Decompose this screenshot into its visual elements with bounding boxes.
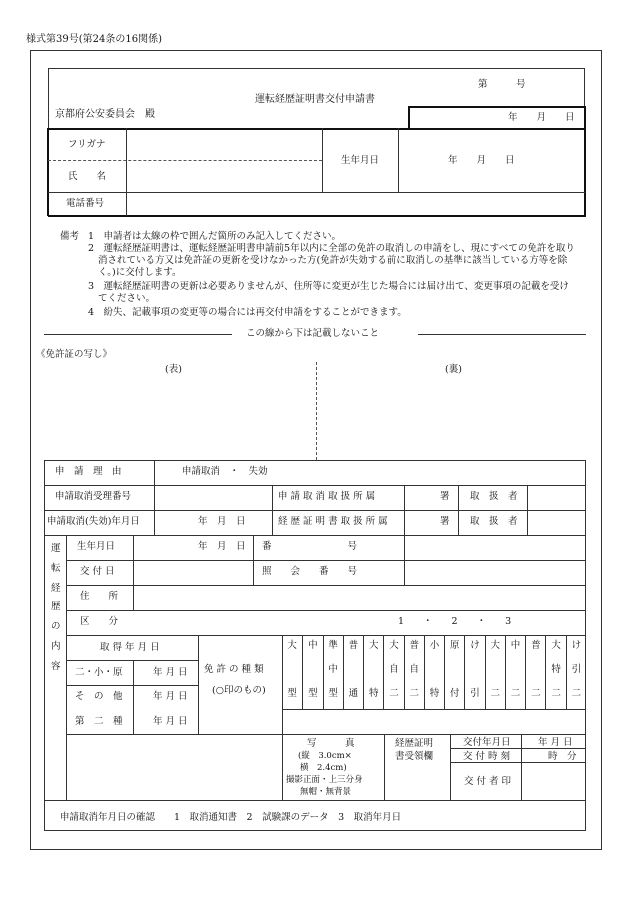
section-label-3: 経 [51, 583, 61, 594]
license-class-5[interactable] [363, 635, 383, 709]
cancel-dept-label: 申 請 取 消 取 扱 所 属 [278, 491, 376, 502]
sho-2: 署 [440, 516, 450, 527]
license-class-10[interactable] [464, 635, 484, 709]
phone-label: 電話番号 [66, 198, 105, 209]
acq-row-2-label: そ の 他 [75, 691, 123, 702]
note-2-cont2: く。)に交付します。 [98, 267, 182, 278]
section-label-4: 歴 [51, 601, 61, 612]
receipt-label-1: 経歴証明 [395, 738, 434, 749]
photo-slot[interactable] [283, 735, 383, 799]
license-front-label: (表) [165, 364, 182, 375]
license-class-char: 特 [429, 688, 440, 699]
note-2: 2 運転経歴証明書は、運転経歴証明書申請前5年以内に全部の免許の取消しの申請をし、現にすべての免許を取り [88, 243, 575, 254]
license-class-2[interactable] [302, 635, 322, 709]
license-class-char: 二 [571, 688, 582, 699]
name-label: 氏 名 [68, 171, 107, 182]
license-class-char: 普 [409, 640, 419, 651]
license-class-8[interactable] [424, 635, 444, 709]
career-birth-label: 生年月日 [77, 541, 116, 552]
issue-ymd-label: 交付年月日 [463, 737, 511, 748]
birth-value[interactable]: 年 月 日 [448, 155, 515, 166]
cancel-no-label: 申請取消受理番号 [55, 491, 132, 502]
addressee: 京都府公安委員会 殿 [55, 109, 155, 120]
section-label-5: の [51, 621, 61, 632]
kubun-values: 1 ・ 2 ・ 3 [398, 616, 512, 627]
license-class-char: 二 [490, 688, 501, 699]
license-class-char: 型 [287, 688, 297, 699]
license-class-char: 引 [470, 688, 480, 699]
license-class-char: 大 [490, 640, 501, 651]
license-class-4[interactable] [343, 635, 363, 709]
section-label-7: 容 [51, 661, 61, 672]
license-class-14[interactable] [545, 635, 565, 709]
reason-value: 申請取消 ・ 失効 [182, 466, 268, 477]
acq-row-3-value: 年 月 日 [153, 716, 188, 727]
shokai-label: 照 会 番 号 [262, 566, 358, 577]
acq-row-1-label: 二・小・原 [75, 667, 123, 678]
license-class-char: 特 [551, 664, 561, 675]
license-back-label: (裏) [445, 364, 462, 375]
license-class-char: 普 [531, 640, 541, 651]
bango-label: 番 号 [262, 541, 358, 552]
license-class-char: 型 [328, 688, 338, 699]
photo-size-1: (縦 3.0cm× [298, 751, 352, 761]
issue-time-value: 時 分 [548, 751, 577, 762]
acq-date-label: 取 得 年 月 日 [100, 642, 160, 653]
issuer-seal-label: 交 付 者 印 [464, 776, 512, 787]
address-label: 住 所 [80, 591, 119, 602]
number-label: 第 号 [478, 79, 526, 90]
acq-row-2-value: 年 月 日 [153, 691, 188, 702]
receipt-label-2: 書受領欄 [395, 751, 434, 762]
acq-row-1-value: 年 月 日 [153, 667, 188, 678]
license-class-char: 原 [450, 640, 460, 651]
reason-label: 申 請 理 由 [55, 466, 122, 477]
birth-label: 生年月日 [341, 155, 380, 166]
handler-2: 取 扱 者 [470, 516, 518, 527]
acq-row-3-label: 第 二 種 [75, 716, 123, 727]
license-class-char: 自 [389, 664, 399, 675]
handler-1: 取 扱 者 [470, 491, 518, 502]
license-copy-title: 《免許証の写し》 [36, 349, 113, 360]
notes-title: 備考 [60, 231, 80, 242]
sho-1: 署 [440, 491, 450, 502]
license-class-columns [282, 635, 586, 709]
license-class-char: 中 [308, 640, 318, 651]
license-class-1[interactable] [282, 635, 302, 709]
license-class-13[interactable] [525, 635, 545, 709]
issue-time-label: 交 付 時 刻 [463, 751, 511, 762]
license-class-char: 二 [409, 688, 419, 699]
photo-size-2: 横 2.4cm) [300, 763, 347, 773]
furigana-label: フリガナ [68, 139, 106, 150]
license-class-char: け [470, 640, 480, 651]
kubun-label: 区 分 [80, 616, 119, 627]
furigana-field[interactable] [127, 132, 321, 158]
license-class-char: 準 [328, 640, 338, 651]
issue-date-label: 交 付 日 [80, 566, 115, 577]
license-class-3[interactable] [323, 635, 343, 709]
cert-dept-label: 経 歴 証 明 書 取 扱 所 属 [278, 516, 388, 527]
license-class-char: 特 [368, 688, 379, 699]
cancel-date-value: 年 月 日 [198, 516, 246, 527]
cancel-date-label: 申請取消(失効)年月日 [47, 516, 140, 527]
license-class-char: 大 [287, 640, 297, 651]
license-class-char: 二 [551, 688, 561, 699]
form-title: 運転経歴証明書交付申請書 [255, 94, 375, 105]
section-label-2: 転 [51, 563, 61, 574]
note-3: 3 運転経歴証明書の更新は必要ありませんが、住所等に変更が生じた場合には届け出て、変更事項の記載を受け [88, 281, 569, 292]
section-label-6: 内 [51, 641, 61, 652]
license-class-char: 大 [389, 640, 399, 651]
cancel-date-confirm: 申請取消年月日の確認 1 取消通知書 2 試験課のデータ 3 取消年月日 [60, 812, 402, 823]
license-class-char: 二 [531, 688, 541, 699]
photo-pose: 撮影正面・上三分身 [286, 775, 363, 785]
license-class-7[interactable] [404, 635, 424, 709]
license-class-12[interactable] [505, 635, 525, 709]
license-class-9[interactable] [444, 635, 464, 709]
license-class-char: 中 [510, 640, 521, 651]
license-class-char: 通 [348, 688, 359, 699]
license-class-char: 自 [409, 664, 419, 675]
license-class-11[interactable] [485, 635, 505, 709]
photo-title: 写 真 [307, 738, 355, 749]
section-label-1: 運 [51, 543, 61, 554]
license-class-char: 型 [308, 688, 318, 699]
issue-ymd-value: 年 月 日 [538, 737, 573, 748]
note-2-cont: 消されている方又は免許証の更新を受けなかった方(免許が失効する前に取消しの基準に該当している方等を除 [98, 255, 568, 266]
form-id: 様式第39号(第24条の16関係) [26, 34, 162, 45]
name-field[interactable] [127, 162, 321, 190]
license-class-char: 大 [551, 640, 561, 651]
application-date[interactable]: 年 月 日 [508, 112, 575, 123]
license-class-char: け [571, 640, 582, 651]
license-class-15[interactable] [566, 635, 586, 709]
license-class-char: 大 [368, 640, 379, 651]
license-class-char: 普 [348, 640, 359, 651]
career-birth-value: 年 月 日 [198, 541, 246, 552]
license-class-char: 付 [450, 688, 460, 699]
note-4: 4 紛失、記載事項の変更等の場合には再交付申請をすることができます。 [88, 307, 407, 318]
note-1: 1 申請者は太線の枠で囲んだ箇所のみ記入してください。 [88, 231, 342, 242]
license-class-char: 二 [510, 688, 521, 699]
license-class-char: 小 [429, 640, 440, 651]
license-type-label: 免 許 の 種 類 [204, 664, 264, 675]
note-3-cont: てください。 [98, 293, 156, 304]
photo-bg: 無帽・無背景 [300, 787, 352, 797]
phone-field[interactable] [127, 194, 583, 214]
divider-text: この線から下は記載しないこと [246, 328, 380, 339]
license-class-char: 中 [328, 664, 338, 675]
license-class-char: 引 [571, 664, 582, 675]
license-class-char: 二 [389, 688, 399, 699]
license-type-note: (○印のもの) [212, 685, 266, 696]
license-class-6[interactable] [383, 635, 403, 709]
